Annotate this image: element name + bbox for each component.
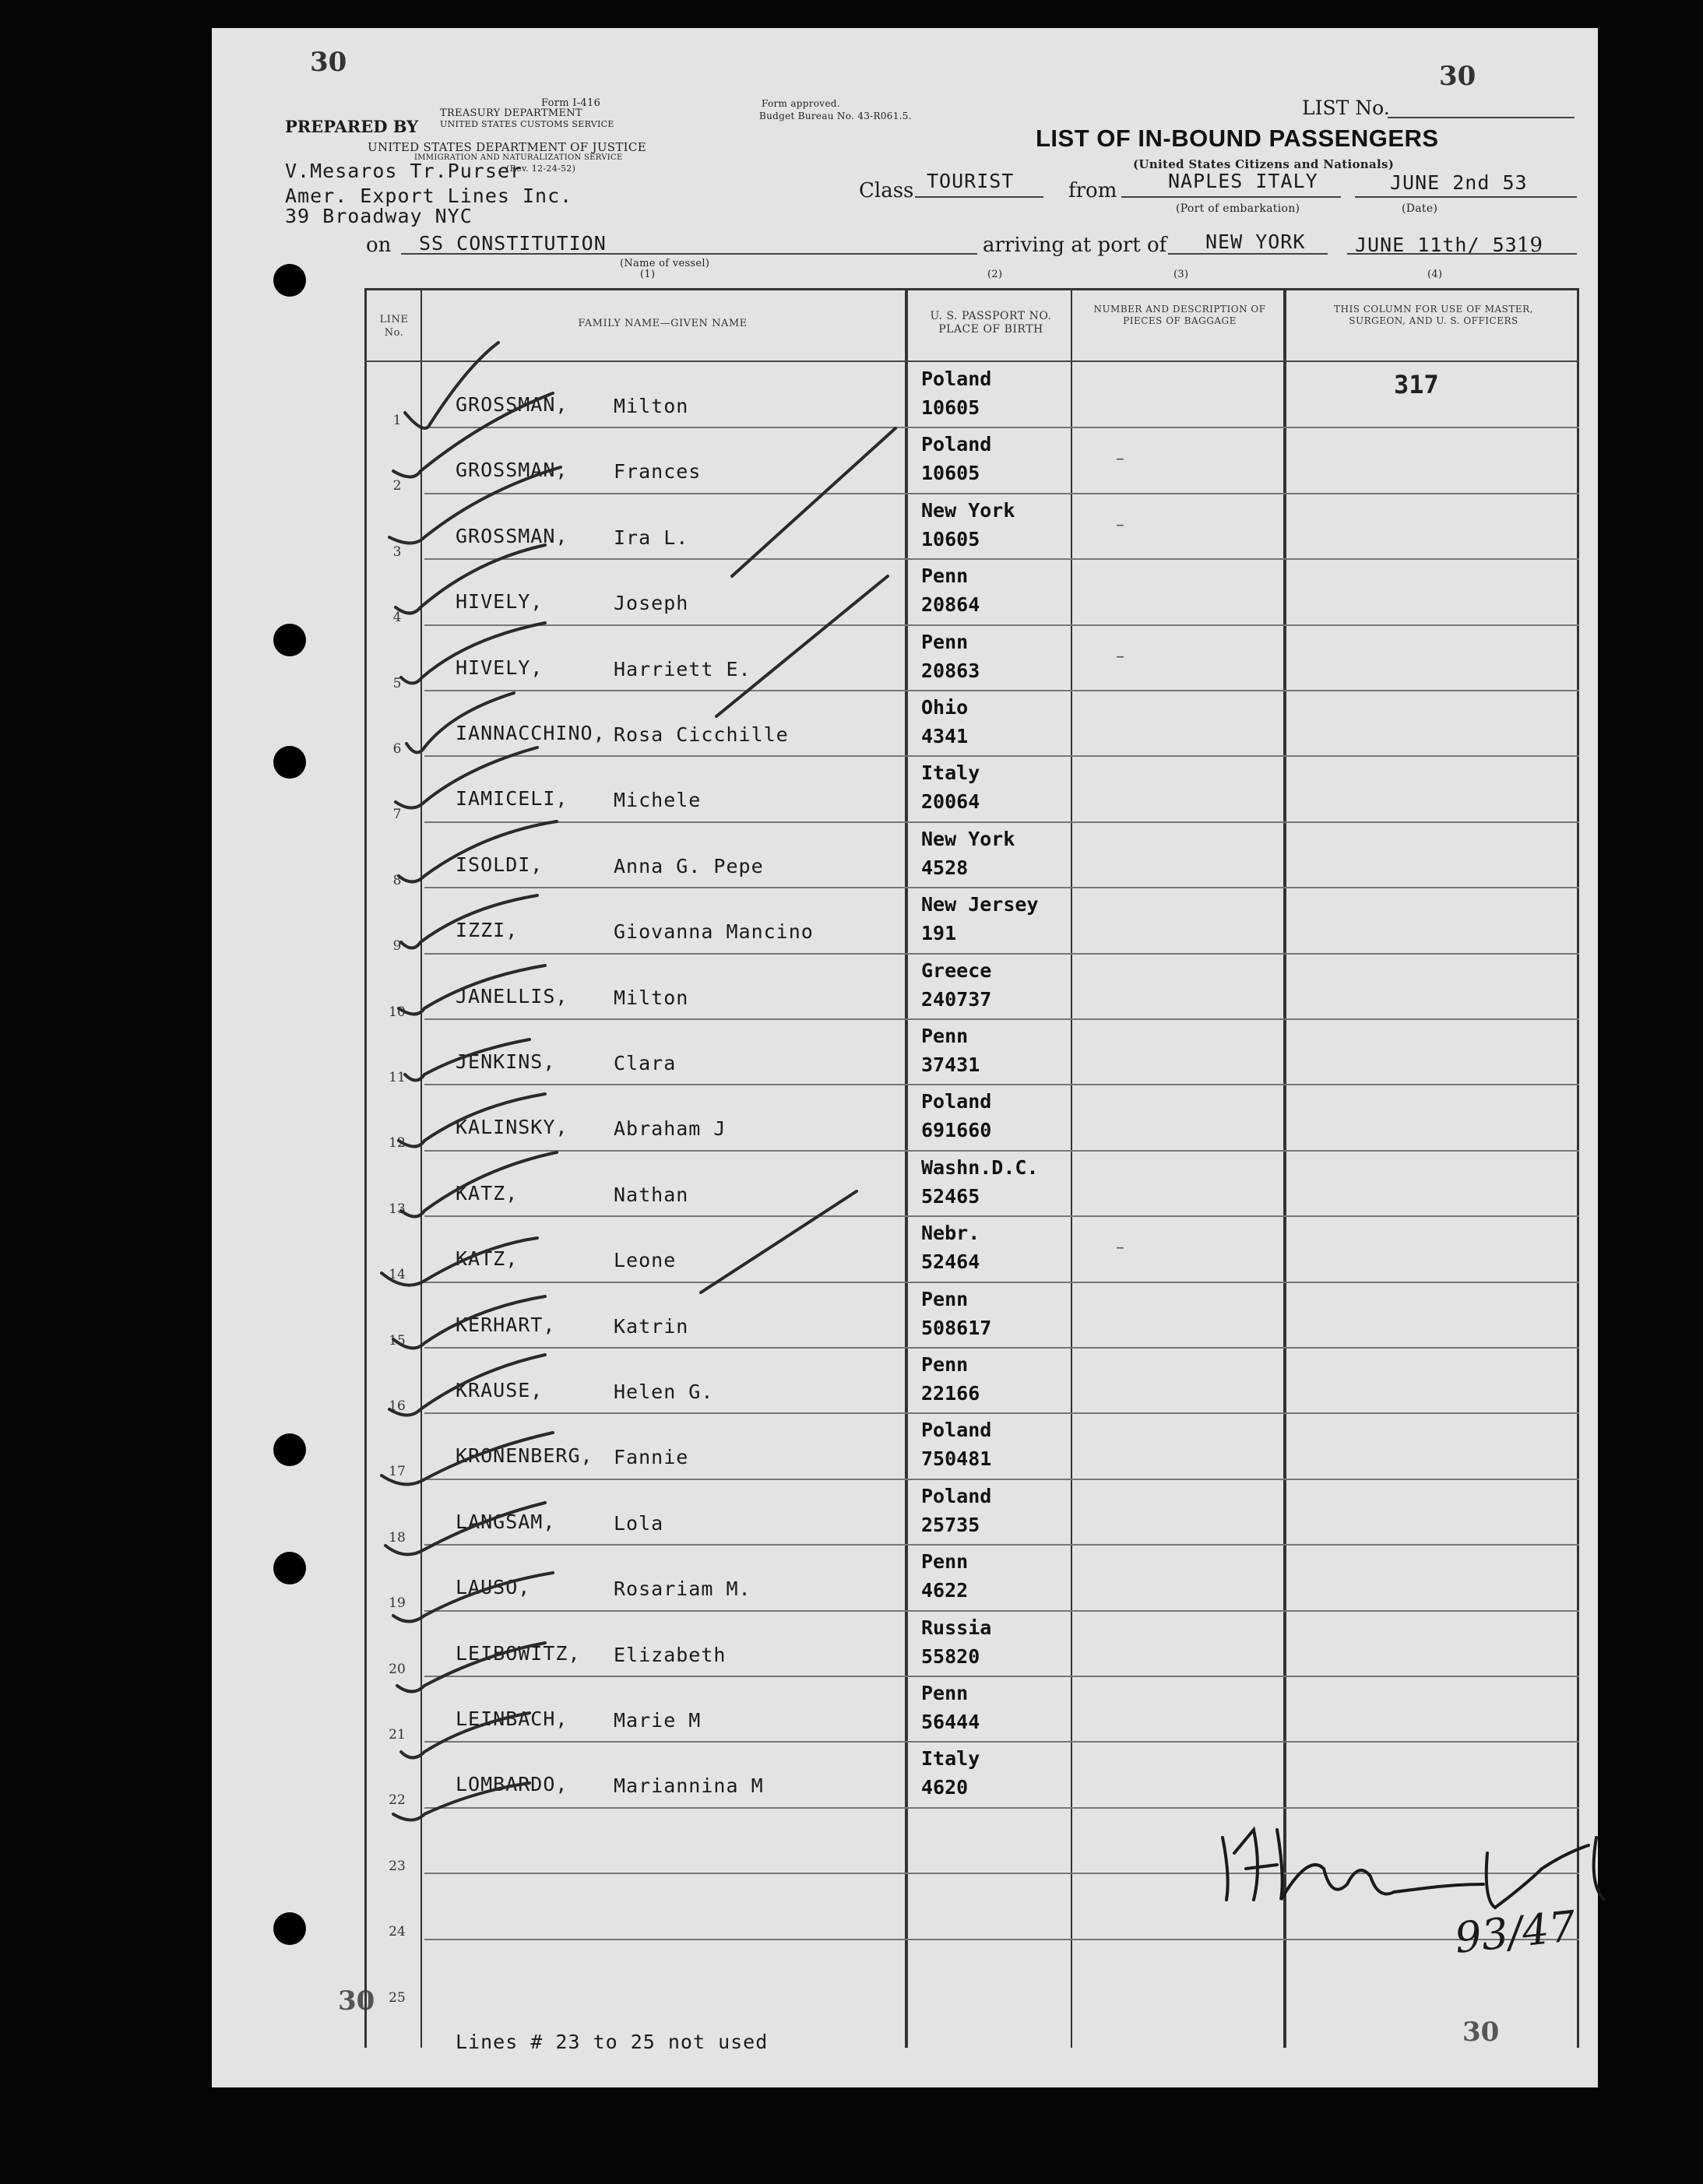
col-divider: [905, 288, 908, 2048]
arriving-label: arriving at port of: [983, 234, 1167, 257]
col-header-passport: U. S. PASSPORT NO. PLACE OF BIRTH: [930, 310, 1052, 336]
col-header-baggage: NUMBER AND DESCRIPTION OF PIECES OF BAGGAGE: [1093, 304, 1266, 326]
form-id: Form I-416: [541, 97, 601, 109]
vessel-col-num: (1): [640, 269, 656, 280]
passport-number: 691660: [921, 1119, 992, 1142]
page-number-stamp: 30: [1439, 61, 1476, 92]
line-number: 8: [392, 872, 402, 888]
line-number: 3: [392, 543, 402, 560]
given-name: Abraham J: [614, 1117, 727, 1141]
family-name: HIVELY,: [456, 590, 544, 614]
family-name: IAMICELI,: [456, 787, 568, 811]
family-name: KRAUSE,: [456, 1379, 544, 1401]
given-name: Fannie: [614, 1446, 689, 1469]
arrival-date: JUNE 11th/ 53: [1355, 234, 1518, 256]
count-annotation: 317: [1394, 370, 1439, 399]
revision: (Rev. 12-24-52): [506, 164, 576, 174]
from-label: from: [1068, 179, 1117, 202]
birth-place: Penn: [921, 1287, 969, 1310]
list-no-label: LIST No.: [1302, 97, 1390, 119]
document-title: LIST OF IN-BOUND PASSENGERS: [1036, 125, 1439, 152]
row-divider: [424, 1412, 1579, 1414]
given-name: Leone: [614, 1249, 677, 1272]
class-value: TOURIST: [927, 170, 1015, 192]
passport-number: 4341: [921, 725, 969, 747]
arrival-year: 19: [1517, 234, 1543, 257]
given-name: Harriett E.: [614, 657, 751, 681]
ins-service: IMMIGRATION AND NATURALIZATION SERVICE: [414, 153, 623, 162]
row-divider: [424, 1215, 1579, 1217]
class-line: [915, 196, 1043, 198]
given-name: Frances: [614, 460, 702, 484]
birth-place: Penn: [921, 1550, 969, 1574]
line-number: 16: [389, 1398, 406, 1414]
row-divider: [424, 1018, 1579, 1020]
family-name: GROSSMAN,: [456, 459, 568, 482]
family-name: JANELLIS,: [456, 984, 568, 1008]
line-number: 1: [392, 413, 402, 428]
family-name: KERHART,: [456, 1313, 556, 1336]
punch-hole: [273, 1433, 306, 1466]
col-header-name: FAMILY NAME—GIVEN NAME: [578, 318, 748, 329]
passport-number: 52464: [921, 1250, 980, 1274]
passport-number: 20864: [921, 593, 980, 617]
birth-place: Penn: [921, 630, 969, 653]
arrival-date-line: [1347, 253, 1577, 255]
family-name: KATZ,: [456, 1181, 519, 1205]
embarkation-date: JUNE 2nd 53: [1390, 171, 1528, 194]
line-number: 7: [392, 807, 402, 823]
budget-bureau: Budget Bureau No. 43-R061.5.: [759, 111, 912, 121]
passport-number: 4528: [921, 856, 969, 879]
birth-place: Poland: [921, 1090, 992, 1113]
row-divider: [424, 1939, 1579, 1940]
passport-number: 750481: [921, 1447, 992, 1471]
birth-place: New York: [921, 498, 1015, 522]
punch-hole: [273, 1552, 306, 1584]
passport-number: 10605: [921, 462, 980, 485]
given-name: Ira L.: [614, 526, 689, 549]
vessel-line: [401, 253, 977, 255]
embarkation-caption: (Port of embarkation): [1176, 202, 1300, 215]
birth-place: Poland: [921, 433, 992, 456]
family-name: LEIBOWITZ,: [456, 1641, 581, 1665]
punch-hole: [273, 1912, 306, 1945]
given-name: Rosariam M.: [614, 1577, 751, 1601]
family-name: GROSSMAN,: [456, 393, 568, 416]
vessel-caption: (Name of vessel): [620, 258, 710, 269]
passport-number: 55820: [921, 1644, 980, 1668]
line-number: 19: [389, 1595, 406, 1612]
given-name: Joseph: [614, 592, 689, 615]
family-name: KALINSKY,: [456, 1116, 568, 1139]
line-number: 5: [392, 675, 402, 691]
birth-place: Italy: [921, 761, 980, 785]
passport-number: 508617: [921, 1316, 992, 1339]
family-name: LOMBARDO,: [456, 1773, 568, 1796]
birth-place: Greece: [921, 958, 992, 982]
embarkation-port: NAPLES ITALY: [1168, 170, 1318, 192]
arrival-port: NEW YORK: [1205, 230, 1306, 253]
passport-number: 22166: [921, 1382, 980, 1405]
family-name: KATZ,: [456, 1247, 519, 1271]
line-number: 14: [389, 1267, 406, 1283]
col-header-officers: THIS COLUMN FOR USE OF MASTER, SURGEON, AND U. S. OFFICERS: [1334, 304, 1533, 326]
given-name: Giovanna Mancino: [614, 920, 814, 944]
header-divider: [364, 360, 1579, 362]
given-name: Milton: [614, 986, 689, 1009]
baggage-entry: –: [1116, 449, 1124, 470]
given-name: Katrin: [614, 1314, 689, 1338]
passport-number: 4622: [921, 1579, 969, 1602]
row-divider: [424, 1741, 1579, 1743]
birth-place: Nebr.: [921, 1222, 980, 1245]
page-number-stamp: 30: [1462, 2017, 1500, 2048]
baggage-entry: –: [1116, 515, 1124, 535]
birth-place: Washn.D.C.: [921, 1155, 1039, 1179]
line-number: 23: [389, 1858, 406, 1874]
line-number: 24: [389, 1924, 406, 1940]
line-number: 11: [389, 1070, 406, 1085]
given-name: Milton: [614, 395, 689, 417]
row-divider: [424, 887, 1579, 888]
page-number-stamp: 30: [338, 1985, 375, 2017]
form-approved: Form approved.: [762, 98, 840, 109]
passport-number: 240737: [921, 987, 992, 1011]
line-number: 9: [392, 938, 402, 955]
given-name: Helen G.: [614, 1380, 714, 1403]
given-name: Nathan: [614, 1183, 689, 1206]
baggage-entry: –: [1116, 1238, 1124, 1258]
family-name: HIVELY,: [456, 656, 544, 679]
customs-service: UNITED STATES CUSTOMS SERVICE: [440, 119, 614, 129]
birth-place: Penn: [921, 1025, 969, 1047]
row-divider: [424, 1150, 1579, 1152]
row-divider: [424, 1676, 1579, 1677]
passport-number: 10605: [921, 527, 980, 550]
line-number: 20: [389, 1661, 406, 1677]
given-name: Anna G. Pepe: [614, 854, 764, 877]
given-name: Elizabeth: [614, 1643, 727, 1666]
on-label: on: [366, 234, 392, 257]
family-name: GROSSMAN,: [456, 524, 568, 547]
birth-place: Italy: [921, 1747, 980, 1771]
family-name: IZZI,: [456, 919, 519, 942]
preparer-line: V.Mesaros Tr.Purser: [285, 160, 523, 182]
line-number: 4: [392, 610, 402, 626]
birth-place: Poland: [921, 368, 992, 390]
given-name: Mariannina M: [614, 1774, 764, 1798]
punch-hole: [273, 746, 306, 779]
row-divider: [424, 953, 1579, 955]
class-label: Class: [859, 179, 914, 202]
given-name: Clara: [614, 1052, 677, 1074]
row-divider: [424, 1347, 1579, 1349]
date-caption: (Date): [1402, 202, 1438, 215]
col-header-line-no: LINE No.: [379, 314, 409, 339]
preparer-line: Amer. Export Lines Inc.: [285, 185, 573, 207]
date-line: [1355, 196, 1577, 198]
passport-number: 191: [921, 922, 957, 945]
family-name: KRONENBERG,: [456, 1444, 593, 1468]
col-divider: [1071, 288, 1072, 2048]
punch-hole: [273, 624, 306, 656]
row-divider: [424, 427, 1579, 428]
passport-number: 20863: [921, 659, 980, 682]
line-number: 2: [392, 478, 402, 494]
row-divider: [424, 1610, 1579, 1612]
page-number-stamp: 30: [310, 47, 347, 78]
document-subtitle: (United States Citizens and Nationals): [1133, 157, 1395, 171]
vessel-name: SS CONSTITUTION: [419, 232, 607, 255]
line-number: 25: [389, 1989, 406, 2006]
line-number: 18: [389, 1529, 406, 1546]
line-number: 13: [389, 1201, 406, 1217]
birth-place: Penn: [921, 1682, 969, 1704]
family-name: IANNACCHINO,: [456, 722, 606, 744]
line-number: 10: [389, 1004, 406, 1020]
passport-number: 10605: [921, 396, 980, 419]
birth-place: Poland: [921, 1419, 992, 1442]
row-divider: [424, 624, 1579, 626]
row-divider: [424, 1807, 1579, 1809]
passport-number: 20064: [921, 790, 980, 814]
col-divider: [1283, 288, 1286, 2048]
preparer-line: 39 Broadway NYC: [285, 205, 473, 227]
row-divider: [424, 1479, 1579, 1480]
col3-num: (3): [1173, 269, 1189, 280]
birth-place: New York: [921, 827, 1015, 850]
row-divider: [424, 690, 1579, 691]
prepared-by-label: PREPARED BY: [285, 117, 419, 136]
family-name: LAUSO,: [456, 1576, 531, 1599]
line-number: 6: [392, 741, 402, 757]
family-name: LANGSAM,: [456, 1510, 556, 1533]
given-name: Rosa Cicchille: [614, 723, 789, 746]
passport-number: 25735: [921, 1513, 980, 1536]
given-name: Marie M: [614, 1709, 702, 1732]
row-divider: [424, 1544, 1579, 1546]
given-name: Michele: [614, 789, 702, 812]
row-divider: [424, 755, 1579, 757]
birth-place: New Jersey: [921, 893, 1039, 916]
birth-place: Russia: [921, 1616, 992, 1639]
col4-num: (4): [1427, 269, 1443, 280]
line-number: 15: [389, 1332, 406, 1349]
given-name: Lola: [614, 1511, 664, 1535]
birth-place: Penn: [921, 1353, 969, 1376]
from-line: [1121, 196, 1341, 198]
list-no-line: [1388, 117, 1575, 118]
baggage-entry: –: [1116, 646, 1124, 666]
passport-number: 37431: [921, 1053, 980, 1076]
col-divider: [420, 288, 422, 2048]
row-divider: [424, 493, 1579, 494]
treasury-dept: TREASURY DEPARTMENT: [440, 107, 582, 119]
birth-place: Poland: [921, 1484, 992, 1507]
margin-annotation: 93/47: [1452, 1901, 1578, 1963]
col2-num: (2): [987, 269, 1003, 280]
row-divider: [424, 558, 1579, 560]
row-divider: [424, 1084, 1579, 1085]
row-divider: [424, 821, 1579, 823]
family-name: LEINBACH,: [456, 1707, 568, 1730]
birth-place: Penn: [921, 564, 969, 588]
family-name: JENKINS,: [456, 1050, 556, 1073]
punch-hole: [273, 264, 306, 297]
arrival-port-line: [1168, 253, 1328, 255]
passport-number: 56444: [921, 1711, 980, 1733]
line-number: 21: [389, 1727, 406, 1743]
row-divider: [424, 1282, 1579, 1283]
line-number: 12: [389, 1135, 406, 1152]
line-number: 17: [389, 1464, 406, 1480]
line-number: 22: [389, 1792, 406, 1809]
passport-number: 4620: [921, 1776, 969, 1799]
passport-number: 52465: [921, 1184, 980, 1208]
birth-place: Ohio: [921, 696, 969, 719]
footer-note: Lines # 23 to 25 not used: [456, 2031, 769, 2053]
row-divider: [424, 1873, 1579, 1874]
family-name: ISOLDI,: [456, 853, 544, 876]
justice-dept: UNITED STATES DEPARTMENT OF JUSTICE: [368, 140, 646, 154]
